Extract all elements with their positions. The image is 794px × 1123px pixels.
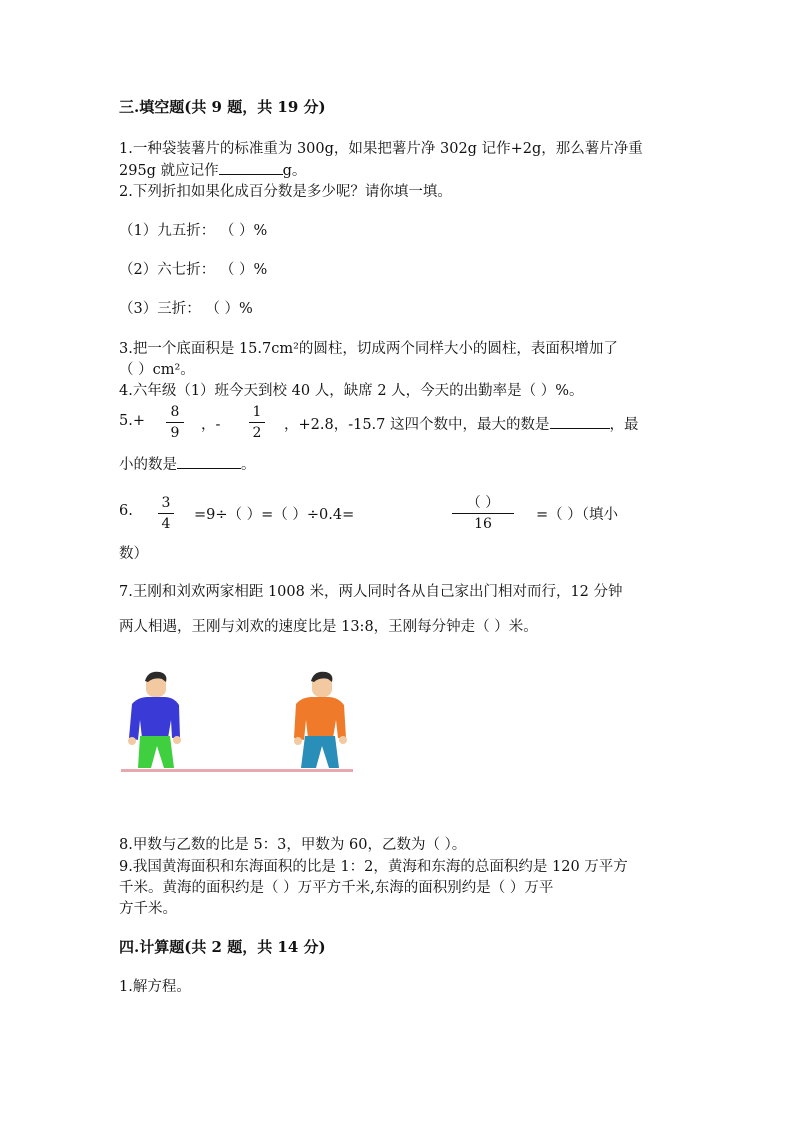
q9-line1: 9.我国黄海面积和东海面积的比是 1：2，黄海和东海的总面积约是 120 万平方 — [119, 859, 628, 875]
q9-line3: 方千米。 — [119, 901, 177, 917]
q5-line2-post: 。 — [241, 457, 256, 473]
q3-line1: 3.把一个底面积是 15.7cm²的圆柱，切成两个同样大小的圆柱，表面积增加了 — [119, 341, 618, 357]
q3-line2: （ ）cm²。 — [119, 362, 195, 378]
walkers-illustration — [118, 668, 358, 778]
q6-frac2-denominator: 16 — [474, 516, 492, 532]
section-3-title: 三.填空题(共 9 题，共 19 分) — [119, 98, 326, 116]
q5-fraction-1 — [166, 405, 184, 440]
q9-line2: 千米。黄海的面积约是（ ）万平方千米,东海的面积别约是（ ）万平 — [119, 880, 554, 896]
q1-line1: 1.一种袋装薯片的标准重为 300g，如果把薯片净 302g 记作+2g，那么薯片净重 — [119, 141, 643, 157]
q5-line2-pre: 小的数是 — [119, 457, 177, 473]
q5-rest-text: ，+2.8，-15.7 这四个数中，最大的数是 — [284, 417, 550, 433]
q6-number: 6. — [119, 503, 133, 519]
man-liu-huan — [294, 672, 347, 768]
q1-answer-blank[interactable] — [219, 162, 283, 175]
q6-frac1-denominator: 4 — [161, 516, 171, 532]
q4: 4.六年级（1）班今天到校 40 人，缺席 2 人，今天的出勤率是（ ）%。 — [119, 383, 584, 399]
q1-line2-post: g。 — [282, 163, 307, 179]
q5-prefix: 5.+ — [119, 413, 145, 429]
ground-line — [121, 769, 353, 772]
q5-rest — [284, 413, 639, 434]
q5-frac1-numerator: 8 — [170, 404, 180, 420]
s4-q1: 1.解方程。 — [119, 979, 191, 995]
q6-part1: =9÷（ ）=（ ）÷0.4= — [194, 507, 355, 523]
q6-fraction-2 — [452, 496, 514, 531]
q5-rest-end: ，最 — [609, 417, 639, 433]
q5-frac2-numerator: 1 — [252, 404, 262, 420]
q5-fraction-2 — [249, 405, 265, 440]
q2-stem: 2.下列折扣如果化成百分数是多少呢？请你填一填。 — [119, 184, 452, 200]
q2-item-3: （3）三折： （ ）% — [119, 301, 253, 317]
q1-line2 — [119, 159, 306, 180]
q5-min-blank[interactable] — [177, 456, 241, 469]
man-wang-gang — [128, 672, 181, 768]
q2-item-2: （2）六七折： （ ）% — [119, 262, 268, 278]
q5-frac2-denominator: 2 — [252, 425, 262, 441]
q8: 8.甲数与乙数的比是 5：3，甲数为 60，乙数为（ ）。 — [119, 837, 467, 853]
q7-line2: 两人相遇，王刚与刘欢的速度比是 13:8，王刚每分钟走（ ）米。 — [119, 619, 538, 635]
q6-part2: =（ ）（填小 — [536, 507, 619, 523]
section-4-title: 四.计算题(共 2 题，共 14 分) — [119, 938, 326, 956]
q6-fraction-1 — [158, 496, 174, 531]
q2-item-1: （1）九五折： （ ）% — [119, 223, 268, 239]
q6-frac1-numerator: 3 — [161, 495, 171, 511]
q6-frac2-numerator: （ ） — [466, 495, 500, 511]
q1-line2-pre: 295g 就应记作 — [119, 163, 219, 179]
q5-mid1: ，- — [201, 417, 221, 433]
q5-line2 — [119, 453, 256, 474]
q6-line2: 数） — [119, 546, 148, 562]
q7-line1: 7.王刚和刘欢两家相距 1008 米，两人同时各从自己家出门相对而行，12 分钟 — [119, 584, 623, 600]
q5-frac1-denominator: 9 — [170, 425, 180, 441]
q5-max-blank[interactable] — [550, 416, 610, 429]
